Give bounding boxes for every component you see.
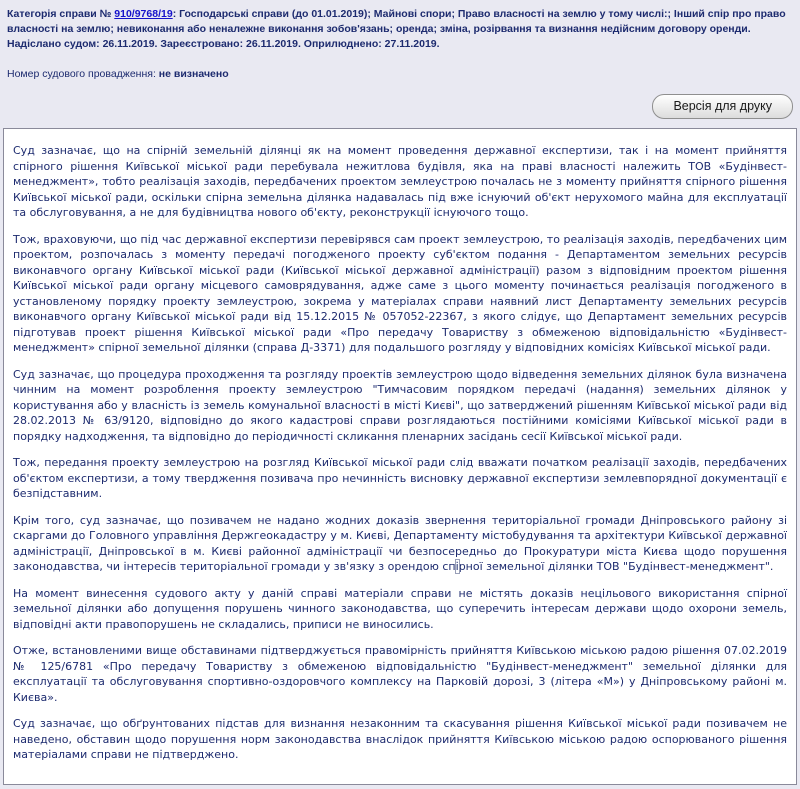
case-number-link[interactable]: 910/9768/19 bbox=[114, 8, 173, 20]
text-cursor-highlight: і bbox=[455, 560, 459, 573]
case-header bbox=[0, 0, 800, 82]
category-label: Категорія справи № bbox=[7, 8, 115, 20]
doc-paragraph-5-text: Крім того, суд зазначає, що позивачем не надано жодних доказів звернення територіальної громади Дніпровського району зі скаргами до Головного управління Держгеокадастру у м. Києві, Департаменту містобудування та архітектури Київської державної адміністрації, Дніпровської в м. Києві районної адміністрації чи безпосередньо до Прокуратури міста Києва щодо порушення законодавства, чи інтересів територіальної громади у зв'язку з орендою сп bbox=[13, 513, 787, 573]
category-text: : Господарські справи (до 01.01.2019); Майнові спори; Право власності на землю у тому числі:; Інший спір про право власності на землю; невиконання або неналежне виконання зобов'язань; оренда; зміна, розірвання та визнання недійсним договору оренди. bbox=[7, 8, 786, 35]
doc-paragraph-6: На момент винесення судового акту у даній справі матеріали справи не містять доказів нецільового використання спірної земельної ділянки або допущення порушень чинного законодавства, що суперечить інтересам держави щодо охорони земель, відповідні акти правопорушень не складались, приписи не виносились. bbox=[13, 586, 787, 631]
doc-paragraph-4: Тож, передання проекту землеустрою на розгляд Київської міської ради слід вважати початком реалізації заходів, передбачених об'єктом експертизи, а тому твердження позивача про нечинність висновку державної експертизи землевпорядної документації є безпідставним. bbox=[13, 456, 787, 500]
proceeding-value: не визначено bbox=[158, 68, 229, 80]
toolbar bbox=[0, 82, 800, 128]
print-version-button[interactable]: Версія для друку bbox=[652, 94, 793, 119]
doc-paragraph-3: Суд зазначає, що процедура проходження та розгляду проектів землеустрою щодо відведення земельних ділянок була визначена чинним на момент розроблення проекту землеустрою "Тимчасовим порядком передачі (надання) земельних ділянок у користування або у власність із земель комунальної власності в місті Києві", що затверджений рішенням Київської міської ради від 28.02.2013 № 63/9120, відповідно до якого кадастрові справи розглядаються постійними комісіями Київської міської ради в порядку надходження, та відповідно до періодичності скликання пленарних засідань сесії Київської міської ради. bbox=[13, 367, 787, 443]
doc-paragraph-5 bbox=[13, 513, 787, 575]
proceeding-line bbox=[7, 67, 792, 82]
doc-paragraph-2: Тож, враховуючи, що під час державної експертизи перевірявся сам проект землеустрою, то реалізація заходів, передбачених цим проектом, розпочалась з моменту передачі погодженого проекту суб'єктом подання - Департаментом земельних ресурсів виконавчого органу Київської міської ради (Київської міської державної адміністрації) разом з відповідним проектом рішення Київської міської ради органу місцевого самоврядування, адже саме з цього моменту починається реалізація погодженого в установленому порядку проекту землеустрою, зокрема у матеріалах справи наявний лист Департаменту земельних ресурсів виконавчого органу Київської міської ради від 15.12.2015 № 057052-22367, з якого слідує, що Департамент земельних ресурсів підготував проект рішення Київської міської ради «Про передачу Товариству з обмеженою відповідальністю «Будінвест-менеджмент» спірної земельної ділянки (справа Д-3371) для подальшого розгляду у відповідних комісіях Київської міської ради. bbox=[13, 232, 787, 354]
doc-paragraph-8: Суд зазначає, що обґрунтованих підстав для визнання незаконним та скасування рішення Київської міської ради позивачем не наведено, обставин щодо порушення норм законодавства внаслідок прийняття Київською міською радою оспорюваного рішення матеріалами справи не підтверджено. bbox=[13, 717, 787, 761]
case-category-line bbox=[7, 7, 792, 37]
doc-paragraph-5-text-end: рної земельної ділянки ТОВ "Будінвест-менеджмент". bbox=[458, 560, 774, 573]
dates-line: Надіслано судом: 26.11.2019. Зареєстровано: 26.11.2019. Оприлюднено: 27.11.2019. bbox=[7, 38, 440, 50]
document-panel bbox=[3, 128, 797, 785]
proceeding-label: Номер судового провадження: bbox=[7, 68, 159, 80]
doc-paragraph-1: Суд зазначає, що на спірній земельній ділянці як на момент проведення державної експертизи, так і на момент прийняття спірного рішення Київської міської ради перебувала нежитлова будівля, яка на праві власності належить ТОВ «Будінвест-менеджмент», тобто реалізація заходів, передбачених проектом землеустрою почалась не з моменту прийняття спірного рішення Київської міської ради, оскільки спірна земельна ділянка надавалась під вже існуючий об'єкт нерухомого майна для експлуатації та обслуговування, а не для будівництва нового об'єкту, реконструкції існуючого тощо. bbox=[13, 144, 787, 219]
doc-paragraph-7: Отже, встановленими вище обставинами підтверджується правомірність прийняття Київською міською радою рішення 07.02.2019 № 125/6781 «Про передачу Товариству з обмеженою відповідальністю "Будінвест-менеджмент" земельної ділянки для експлуатації та обслуговування спортивно-оздоровчого комплексу на Парковій дорозі, 3 (літера «М») у Дніпровському районі м. Києва». bbox=[13, 644, 787, 704]
